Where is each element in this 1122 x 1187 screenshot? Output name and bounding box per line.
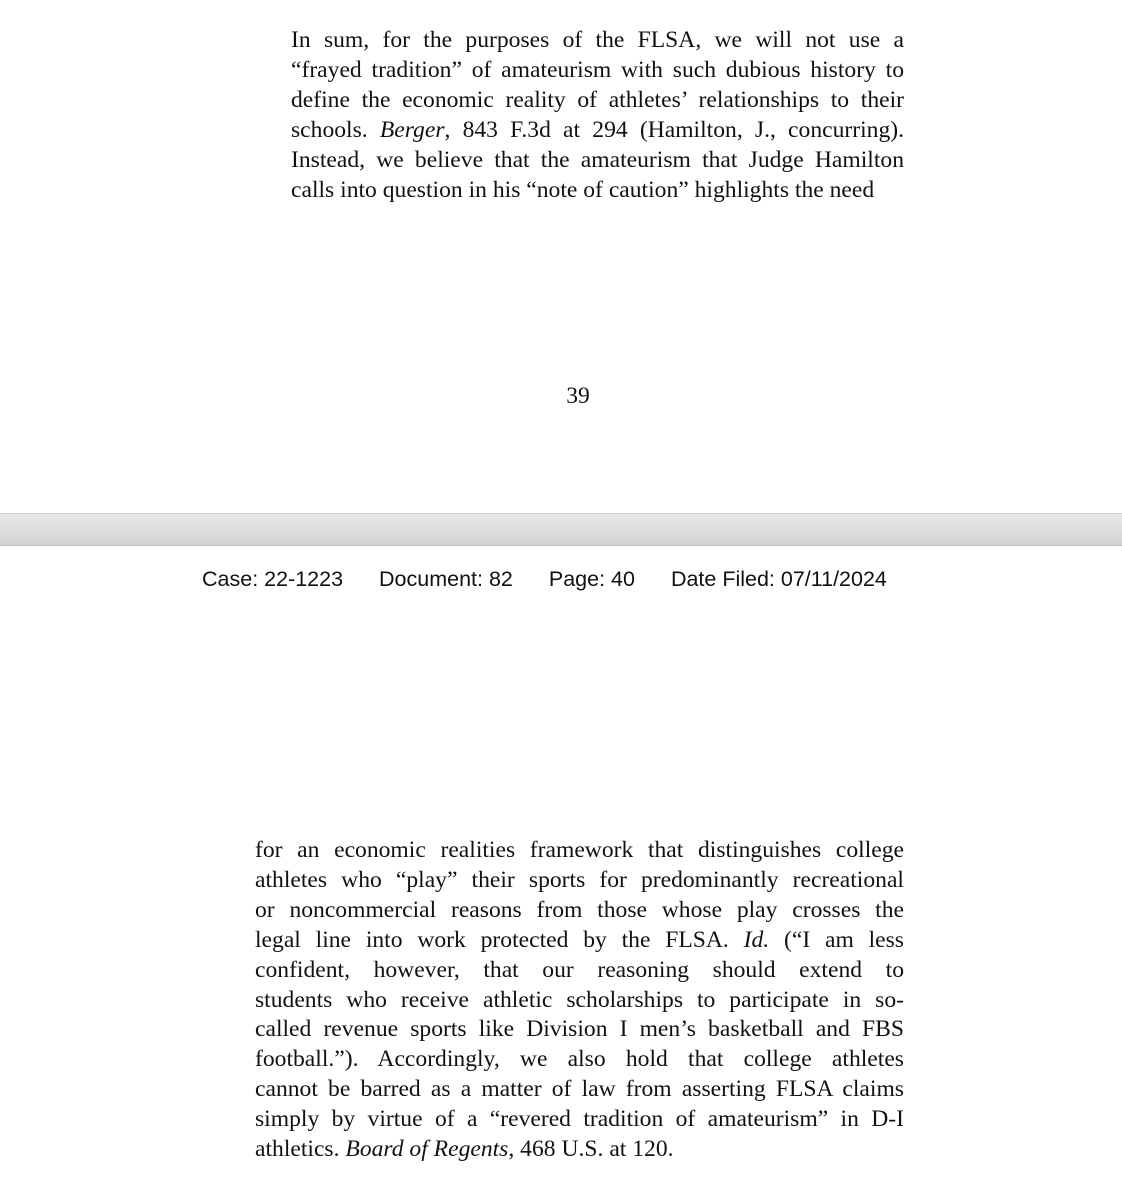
text-line: schools. Berger, 843 F.3d at 294 (Hamilton, J., concurring). [291,116,904,143]
text-line: In sum, for the purposes of the FLSA, we will not use a [291,27,904,53]
text-line: students who receive athletic scholarships to participate in so- [255,986,904,1013]
text-line: “frayed tradition” of amateurism with such dubious history to [291,56,904,83]
page-40-paragraph [255,836,904,1165]
text-line: simply by virtue of a “revered tradition of amateurism” in D-I [255,1106,904,1133]
text-line: called revenue sports like Division I men’s basketball and FBS [255,1016,904,1043]
text-line: define the economic reality of athletes’ relationships to their [291,86,904,113]
case-number: Case: 22-1223 [202,567,344,591]
page-indicator: Page: 40 [548,567,635,591]
text-line: football.”). Accordingly, we also hold that college athletes [255,1046,904,1073]
citation-italic: Berger [379,116,445,143]
text-line: Instead, we believe that the amateurism that Judge Hamilton [291,146,904,173]
text-line: for an economic realities framework that distinguishes college [255,837,904,863]
text-line: cannot be barred as a matter of law from asserting FLSA claims [255,1076,904,1103]
case-header [202,567,887,592]
page-39-paragraph [255,26,904,205]
text-line: or noncommercial reasons from those whose play crosses the [255,896,904,923]
text-line: athletics. Board of Regents, 468 U.S. at 120. [255,1136,674,1163]
text-line: calls into question in his “note of caution” highlights the need [291,176,875,203]
page-number: 39 [566,383,590,409]
page-separator [0,513,1122,546]
citation-italic: Board of Regents [345,1136,509,1163]
text-line: confident, however, that our reasoning should extend to [255,956,904,983]
text-line: legal line into work protected by the FLSA. Id. (“I am less [255,926,904,953]
citation-italic: Id. [743,926,770,953]
document-number: Document: 82 [379,567,513,591]
date-filed: Date Filed: 07/11/2024 [670,567,887,591]
text-line: athletes who “play” their sports for predominantly recreational [255,866,904,893]
